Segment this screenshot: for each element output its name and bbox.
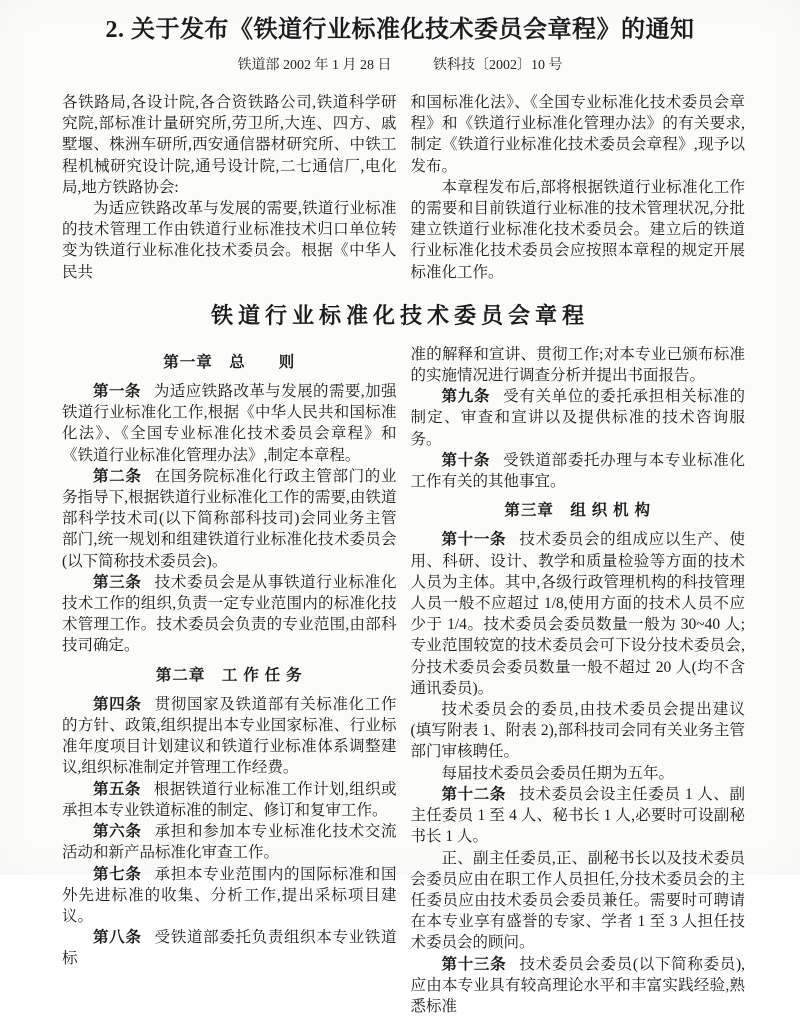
- notice-paragraph: 为适应铁路改革与发展的需要,铁道行业标准的技术管理工作由铁道行业标准技术归口单位转变为铁道行业标准化技术委员会。根据《中华人民共: [62, 200, 397, 281]
- article-11-paragraph-3: 每届技术委员会委员任期为五年。: [441, 764, 675, 782]
- notice-title: 2. 关于发布《铁道行业标准化技术委员会章程》的通知: [105, 17, 695, 43]
- article-8: [62, 927, 397, 969]
- article-3: [62, 572, 397, 657]
- charter-body: [0, 344, 800, 1017]
- article-13-label: 第十三条: [441, 955, 507, 973]
- notice-right-column: [411, 92, 746, 283]
- notice-body: [0, 92, 800, 283]
- charter-right-column: [411, 344, 746, 1017]
- article-9-text: 受有关单位的委托承担相关标准的制定、审查和宣讲以及提供标准的技术咨询服务。: [410, 388, 745, 448]
- chapter-3-heading: 第三章 组 织 机 构: [504, 502, 652, 520]
- notice-paragraph: 本章程发布后,部将根据铁道行业标准化工作的需要和目前铁道行业标准的技术管理状况,分批建立铁道行业标准化技术委员会。建立后的铁道行业标准化技术委员会应按照本章程的规定开展标准化工作。: [410, 178, 745, 281]
- article-9-label: 第九条: [441, 388, 490, 406]
- article-13: [411, 954, 746, 1017]
- article-2-text: 在国务院标准化行政主管部门的业务指导下,根据铁道行业标准化工作的需要,由铁道部科学技术司(以下简称部科技司)会同业务主管部门,统一规划和组建铁道行业标准化技术委员会(以下简称技术委员会)。: [62, 467, 397, 570]
- article-8-label: 第八条: [93, 929, 142, 947]
- article-1-label: 第一条: [93, 383, 141, 401]
- article-3-label: 第三条: [93, 573, 142, 591]
- article-1-text: 为适应铁路改革与发展的需要,加强铁道行业标准化工作,根据《中华人民共和国标准化法》、《全国专业标准化技术委员会章程》和《铁道行业标准化管理办法》,制定本章程。: [62, 383, 397, 464]
- article-7: [62, 864, 397, 928]
- article-11-label: 第十一条: [441, 531, 507, 549]
- article-11: [411, 529, 746, 699]
- chapter-1-heading: 第一章 总 则: [163, 353, 296, 371]
- article-8-continuation: 准的解释和宣讲、贯彻工作;对本专业已颁布标准的实施情况进行调查分析并提出书面报告。: [410, 345, 745, 385]
- article-13-text: 技术委员会委员(以下简称委员),应由本专业具有较高理论水平和丰富实践经验,熟悉标准: [410, 955, 745, 1015]
- article-12: [411, 784, 746, 848]
- notice-doc-number: 铁科技〔2002〕10 号: [433, 58, 563, 73]
- article-10-label: 第十条: [441, 451, 490, 469]
- article-5-text: 根据铁道行业标准工作计划,组织或承担本专业铁道标准的制定、修订和复审工作。: [62, 780, 397, 819]
- notice-meta: [0, 54, 800, 74]
- notice-issuer-date: 铁道部 2002 年 1 月 28 日: [237, 58, 392, 73]
- article-2: [62, 466, 397, 572]
- article-5-label: 第五条: [93, 780, 141, 798]
- article-12-label: 第十二条: [441, 785, 507, 803]
- article-1: [62, 381, 397, 466]
- notice-left-column: [62, 92, 397, 283]
- charter-left-column: [62, 344, 397, 1017]
- notice-addressees: 各铁路局,各设计院,各合资铁路公司,铁道科学研究院,部标准计量研究所,劳卫所,大连、四方、戚墅堰、株洲车研所,西安通信器材研究所、中铁工程机械研究设计院,通号设计院,二七通信厂,电化局,地方铁路协会:: [62, 94, 397, 196]
- article-4: [62, 694, 397, 779]
- article-8-text: 受铁道部委托负责组织本专业铁道标: [62, 929, 397, 968]
- article-9: [411, 386, 746, 450]
- article-11-text: 技术委员会的组成应以生产、使用、科研、设计、教学和质量检验等方面的技术人员为主体。其中,各级行政管理机构的科技管理人员一般不应超过 1/8,使用方面的技术人员不应少于 1/4。技术委员会委员数量一般为 30~40 人;专业范围较宽的技术委员会可下设分技术委员会,分技术委员会委员数量一般不超过 20 人(均不含通讯委员)。: [410, 531, 745, 697]
- article-10: [411, 450, 746, 492]
- chapter-2-heading: 第二章 工 作 任 务: [155, 666, 303, 684]
- charter-title: 铁道行业标准化技术委员会章程: [210, 302, 589, 328]
- article-5: [62, 779, 397, 821]
- article-7-text: 承担本专业范围内的国际标准和国外先进标准的收集、分析工作,提出采标项目建议。: [62, 865, 397, 925]
- article-4-label: 第四条: [93, 695, 142, 713]
- article-12-text: 技术委员会设主任委员 1 人、副主任委员 1 至 4 人、秘书长 1 人,必要时可设副秘书长 1 人。: [410, 785, 745, 846]
- article-10-text: 受铁道部委托办理与本专业标准化工作有关的其他事宜。: [410, 451, 745, 491]
- article-7-label: 第七条: [93, 865, 142, 883]
- article-6-label: 第六条: [93, 823, 142, 841]
- article-6-text: 承担和参加本专业标准化技术交流活动和新产品标准化审查工作。: [62, 823, 397, 862]
- article-11-paragraph-2: 技术委员会的委员,由技术委员会提出建议(填写附表 1、附表 2),部科技司会同有关业务主管部门审核聘任。: [410, 701, 745, 761]
- article-6: [62, 821, 397, 863]
- article-4-text: 贯彻国家及铁道部有关标准化工作的方针、政策,组织提出本专业国家标准、行业标准年度项目计划建议和铁道行业标准体系调整建议,组织标准制定并管理工作经费。: [62, 695, 397, 777]
- article-3-text: 技术委员会是从事铁道行业标准化技术工作的组织,负责一定专业范围内的标准化技术管理工作。技术委员会负责的专业范围,由部科技司确定。: [62, 573, 397, 655]
- article-12-paragraph-2: 正、副主任委员,正、副秘书长以及技术委员会委员应由在职工作人员担任,分技术委员会的主任委员应由技术委员会委员兼任。需要时可聘请在本专业享有盛誉的专家、学者 1 至 3 人担任技术委员会的顾问。: [410, 849, 745, 952]
- notice-paragraph-continuation: 和国标准化法》、《全国专业标准化技术委员会章程》和《铁道行业标准化管理办法》的有关要求,制定《铁道行业标准化技术委员会章程》,现予以发布。: [410, 94, 745, 175]
- article-2-label: 第二条: [93, 467, 142, 485]
